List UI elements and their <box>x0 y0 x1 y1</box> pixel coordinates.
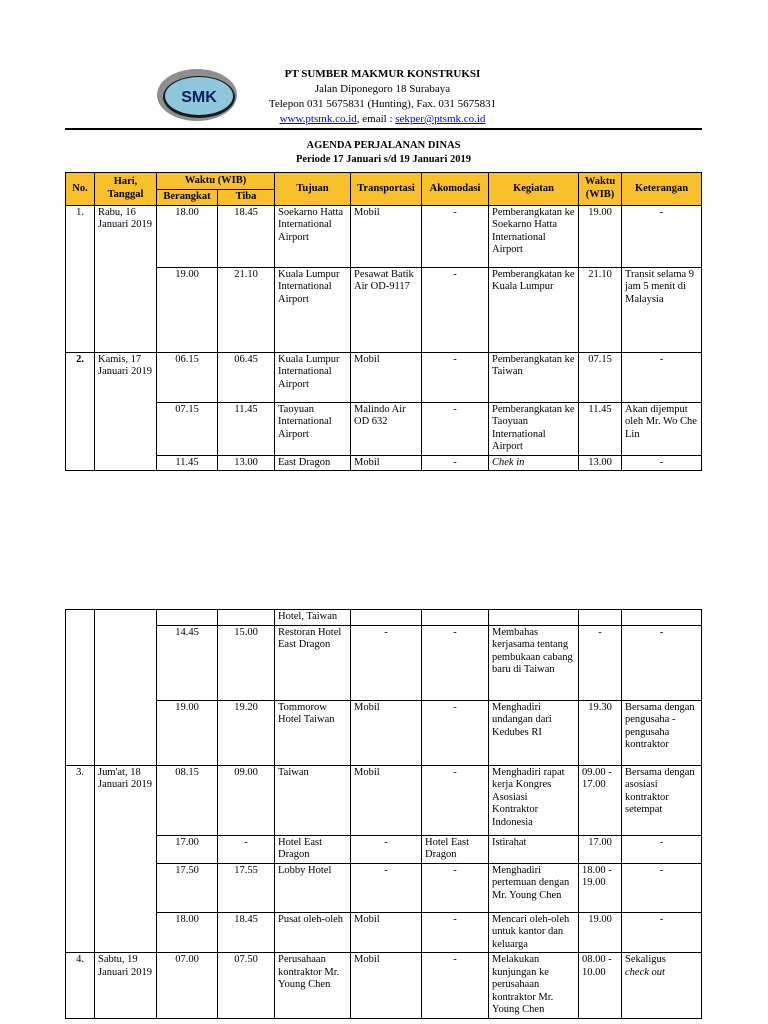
cell-depart: 18.00 <box>157 912 218 953</box>
cell-arrive: 07.50 <box>218 953 275 1019</box>
cell-transport: Mobil <box>351 205 422 267</box>
cell-accommodation: - <box>422 863 489 912</box>
agenda-table-page-1 <box>65 172 702 471</box>
col-arrive: Tiba <box>218 190 275 206</box>
cell-transport: Mobil <box>351 455 422 471</box>
cell-transport: Pesawat Batik Air OD-9117 <box>351 267 422 352</box>
row-no: 1. <box>66 205 95 352</box>
cell-activity: Pemberangkatan ke Kuala Lumpur <box>489 267 579 352</box>
cell-destination: Soekarno Hatta International Airport <box>275 205 351 267</box>
cell-arrive: 19.20 <box>218 700 275 765</box>
table-row <box>66 267 702 352</box>
cell-accommodation: - <box>422 912 489 953</box>
agenda-title: AGENDA PERJALANAN DINAS <box>306 140 461 151</box>
col-notes: Keterangan <box>622 173 702 206</box>
table-row <box>66 765 702 835</box>
cell-depart: 07.00 <box>157 953 218 1019</box>
cell-arrive: 21.10 <box>218 267 275 352</box>
cell-depart: 17.50 <box>157 863 218 912</box>
cell-time: 19.00 <box>579 205 622 267</box>
company-logo <box>154 66 240 126</box>
cell-notes: - <box>622 455 702 471</box>
cell-destination: Perusahaan kontraktor Mr. Young Chen <box>275 953 351 1019</box>
table-row <box>66 205 702 267</box>
table-row <box>66 455 702 471</box>
cell-depart: 08.15 <box>157 765 218 835</box>
cell-notes: Transit selama 9 jam 5 menit di Malaysia <box>622 267 702 352</box>
col-accommodation: Akomodasi <box>422 173 489 206</box>
table-row <box>66 953 702 1019</box>
cell-time: 18.00 - 19.00 <box>579 863 622 912</box>
cell-activity: Mencari oleh-oleh untuk kantor dan keluarga <box>489 912 579 953</box>
col-transport: Transportasi <box>351 173 422 206</box>
cell-transport: Mobil <box>351 953 422 1019</box>
cell-depart: 17.00 <box>157 835 218 863</box>
cell-arrive: 09.00 <box>218 765 275 835</box>
cell-destination: Taiwan <box>275 765 351 835</box>
email-link[interactable]: sekper@ptsmk.co.id <box>395 113 486 125</box>
table-row <box>66 835 702 863</box>
cell-activity: Menghadiri pertemuan dengan Mr. Young Chen <box>489 863 579 912</box>
cell-activity: Pemberangkatan ke Soekarno Hatta International Airport <box>489 205 579 267</box>
cell-depart: 18.00 <box>157 205 218 267</box>
cell-arrive: 13.00 <box>218 455 275 471</box>
cell-time: 08.00 - 10.00 <box>579 953 622 1019</box>
cell-time: - <box>579 625 622 700</box>
cell-accommodation: - <box>422 205 489 267</box>
table-row <box>66 700 702 765</box>
notes-line-italic: check out <box>625 966 665 978</box>
cell-depart: 07.15 <box>157 402 218 455</box>
cell-activity: Pemberangkatan ke Taoyuan International Airport <box>489 402 579 455</box>
row-no: 2. <box>66 352 95 471</box>
cell-time: 19.00 <box>579 912 622 953</box>
row-day: Sabtu, 19 Januari 2019 <box>95 953 157 1019</box>
col-time: Waktu (WIB) <box>157 173 275 190</box>
col-activity: Kegiatan <box>489 173 579 206</box>
cell-transport: Mobil <box>351 352 422 402</box>
cell-depart: 11.45 <box>157 455 218 471</box>
row-no <box>66 610 95 766</box>
cell-activity <box>489 610 579 626</box>
cell-notes: Bersama dengan asosiasi kontraktor setempat <box>622 765 702 835</box>
cell-accommodation: - <box>422 953 489 1019</box>
cell-depart: 06.15 <box>157 352 218 402</box>
cell-notes: - <box>622 352 702 402</box>
cell-time <box>579 610 622 626</box>
cell-arrive: 06.45 <box>218 352 275 402</box>
table-row <box>66 625 702 700</box>
cell-arrive: 17.55 <box>218 863 275 912</box>
cell-activity: Membahas kerjasama tentang pembukaan cabang baru di Taiwan <box>489 625 579 700</box>
table-row <box>66 863 702 912</box>
cell-destination: Pusat oleh-oleh <box>275 912 351 953</box>
cell-time: 09.00 - 17.00 <box>579 765 622 835</box>
cell-depart: 19.00 <box>157 267 218 352</box>
cell-activity: Menghadiri rapat kerja Kongres Asosiasi Kontraktor Indonesia <box>489 765 579 835</box>
cell-arrive: - <box>218 835 275 863</box>
cell-notes <box>622 610 702 626</box>
cell-destination: Hotel East Dragon <box>275 835 351 863</box>
cell-activity: Istirahat <box>489 835 579 863</box>
cell-time: 13.00 <box>579 455 622 471</box>
cell-time: 11.45 <box>579 402 622 455</box>
cell-destination: East Dragon <box>275 455 351 471</box>
header-divider <box>65 128 702 130</box>
cell-accommodation: - <box>422 765 489 835</box>
cell-activity: Pemberangkatan ke Taiwan <box>489 352 579 402</box>
cell-destination: Hotel, Taiwan <box>275 610 351 626</box>
row-day: Rabu, 16 Januari 2019 <box>95 205 157 352</box>
cell-transport: Mobil <box>351 765 422 835</box>
cell-accommodation <box>422 610 489 626</box>
cell-transport: - <box>351 863 422 912</box>
cell-notes: - <box>622 625 702 700</box>
cell-accommodation: - <box>422 625 489 700</box>
letterhead <box>240 67 525 127</box>
cell-transport: Mobil <box>351 912 422 953</box>
company-contact <box>240 112 525 127</box>
cell-destination: Tommorow Hotel Taiwan <box>275 700 351 765</box>
cell-depart <box>157 610 218 626</box>
company-address: Jalan Diponegoro 18 Surabaya <box>314 83 451 95</box>
table-row <box>66 402 702 455</box>
cell-notes: - <box>622 205 702 267</box>
table-row <box>66 912 702 953</box>
cell-destination: Restoran Hotel East Dragon <box>275 625 351 700</box>
col-day: Hari, Tanggal <box>95 173 157 206</box>
col-activity-time: Waktu (WIB) <box>579 173 622 206</box>
cell-accommodation: Hotel East Dragon <box>422 835 489 863</box>
email-label: , email : <box>356 113 396 125</box>
cell-depart: 19.00 <box>157 700 218 765</box>
cell-arrive: 15.00 <box>218 625 275 700</box>
cell-notes: Akan dijemput oleh Mr. Wo Che Lin <box>622 402 702 455</box>
cell-activity: Menghadiri undangan dari Kedubes RI <box>489 700 579 765</box>
cell-arrive: 11.45 <box>218 402 275 455</box>
cell-destination: Lobby Hotel <box>275 863 351 912</box>
col-depart: Berangkat <box>157 190 218 206</box>
table-row <box>66 352 702 402</box>
company-phone: Telepon 031 5675831 (Hunting), Fax. 031 5675831 <box>268 98 497 110</box>
cell-arrive: 18.45 <box>218 912 275 953</box>
cell-transport <box>351 610 422 626</box>
row-day: Jum'at, 18 Januari 2019 <box>95 765 157 953</box>
row-day: Kamis, 17 Januari 2019 <box>95 352 157 471</box>
cell-accommodation: - <box>422 352 489 402</box>
cell-accommodation: - <box>422 455 489 471</box>
cell-notes: - <box>622 835 702 863</box>
cell-accommodation: - <box>422 267 489 352</box>
row-no: 4. <box>66 953 95 1019</box>
cell-arrive <box>218 610 275 626</box>
cell-time: 17.00 <box>579 835 622 863</box>
cell-transport: - <box>351 625 422 700</box>
agenda-titles <box>65 139 702 167</box>
row-day <box>95 610 157 766</box>
col-destination: Tujuan <box>275 173 351 206</box>
logo-text: SMK <box>181 89 217 106</box>
company-name: PT SUMBER MAKMUR KONSTRUKSI <box>284 68 481 80</box>
cell-accommodation: - <box>422 402 489 455</box>
table-row <box>66 610 702 626</box>
cell-depart: 14.45 <box>157 625 218 700</box>
cell-notes: Bersama dengan pengusaha - pengusaha kontraktor <box>622 700 702 765</box>
cell-activity: Chek in <box>489 455 579 471</box>
col-no: No. <box>66 173 95 206</box>
cell-arrive: 18.45 <box>218 205 275 267</box>
cell-transport: Malindo Air OD 632 <box>351 402 422 455</box>
cell-notes <box>622 953 702 1019</box>
cell-notes: - <box>622 912 702 953</box>
notes-line: Sekaligus <box>625 954 666 965</box>
agenda-period: Periode 17 Januari s/d 19 Januari 2019 <box>295 154 471 165</box>
agenda-table-page-2 <box>65 609 702 1019</box>
cell-destination: Kuala Lumpur International Airport <box>275 267 351 352</box>
website-link[interactable]: www.ptsmk.co.id <box>279 113 357 125</box>
cell-transport: Mobil <box>351 700 422 765</box>
cell-destination: Taoyuan International Airport <box>275 402 351 455</box>
cell-destination: Kuala Lumpur International Airport <box>275 352 351 402</box>
cell-accommodation: - <box>422 700 489 765</box>
cell-time: 07.15 <box>579 352 622 402</box>
cell-time: 21.10 <box>579 267 622 352</box>
cell-activity: Melakukan kunjungan ke perusahaan kontraktor Mr. Young Chen <box>489 953 579 1019</box>
cell-transport: - <box>351 835 422 863</box>
cell-notes: - <box>622 863 702 912</box>
cell-time: 19.30 <box>579 700 622 765</box>
row-no: 3. <box>66 765 95 953</box>
